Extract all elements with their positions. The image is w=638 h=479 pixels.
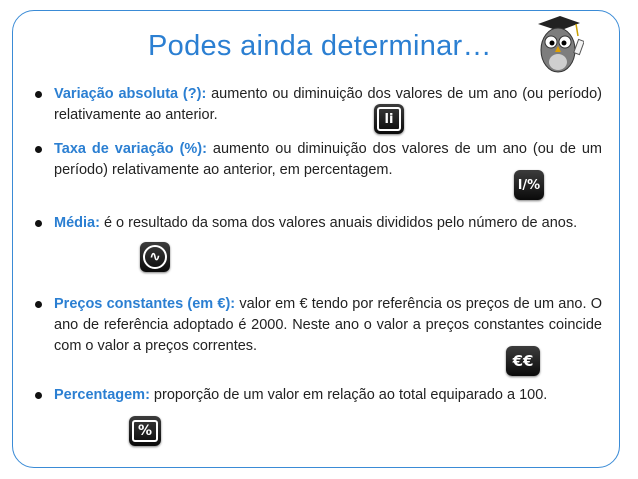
term: Média:: [54, 215, 100, 231]
bullet: [35, 220, 42, 227]
definition: aumento ou diminuição dos valores de um ano (ou período) relativamente ao anterior.: [54, 86, 602, 123]
definition: aumento ou diminuição dos valores de um ano (ou de um período) relativamente ao anterior, em percentagem.: [54, 141, 602, 178]
slide-title: Podes ainda determinar…: [148, 30, 492, 62]
percent-icon: %: [129, 416, 161, 446]
rate-percent-icon: l/%: [514, 170, 544, 200]
term: Variação absoluta (?):: [54, 86, 207, 102]
bullet: [35, 146, 42, 153]
term: Taxa de variação (%):: [54, 141, 207, 157]
term: Preços constantes (em €):: [54, 296, 236, 312]
bullet: [35, 301, 42, 308]
list-item-percentagem: [54, 385, 602, 406]
definition: é o resultado da soma dos valores anuais divididos pelo número de anos.: [99, 215, 578, 231]
euro-icon: €€: [506, 346, 540, 376]
definition: proporção de um valor em relação ao total equiparado a 100.: [149, 387, 548, 403]
variation-icon: li: [374, 104, 404, 134]
bullet: [35, 91, 42, 98]
list-item-variacao-absoluta: [54, 84, 602, 126]
bullet: [35, 392, 42, 399]
term: Percentagem:: [54, 387, 150, 403]
list-item-media: [54, 213, 602, 234]
definition: valor em € tendo por referência os preços de um ano. O ano de referência adoptado é 2000. Neste ano o valor a preços constantes coincide com o valor a preços correntes.: [54, 296, 602, 354]
graduate-owl-icon: [532, 14, 584, 76]
average-icon: ∿: [140, 242, 170, 272]
